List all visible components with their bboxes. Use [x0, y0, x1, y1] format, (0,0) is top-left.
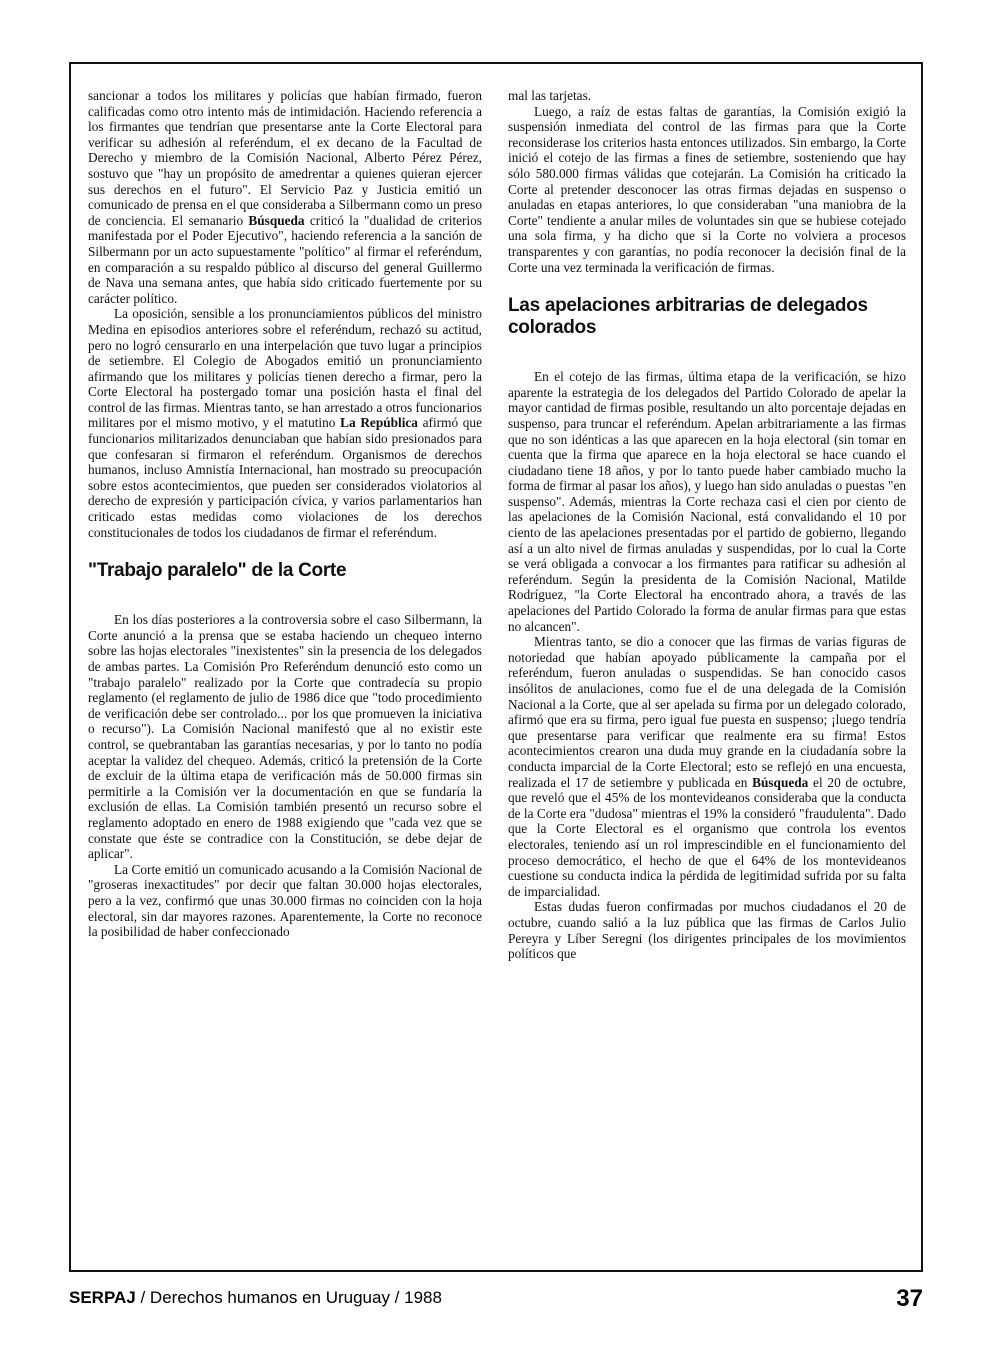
paragraph: mal las tarjetas. — [508, 88, 592, 103]
text-run: Mientras tanto, se dio a conocer que las firmas de varias figuras de notoriedad que habían apoyado públicamente la campaña por el referéndum, fueron anuladas o suspendidas. Se han conocido casos insólitos de anulaciones, como fue el de una delegada de la Comisión Nacional a la Corte, que al ser apelada su firma por un delegado colorado, afirmó que era su firma, pero igual fue puesta en suspenso; ¡luego tendría que presentarse para verificar que realmente era su firma! Estos acontecimientos crearon una duda muy grande en la ciudadanía sobre la conducta imparcial de la Corte Electoral; esto se reflejó en una encuesta, realizada el 17 de setiembre y publicada en — [508, 634, 906, 790]
paragraph — [88, 88, 482, 306]
paragraph — [88, 306, 482, 540]
paragraph: En el cotejo de las firmas, última etapa de la verificación, se hizo aparente la estrategia de los delegados del Partido Colorado de apelar la mayor cantidad de firmas posible, resultando un alto porcentaje dejadas en suspenso, para truncar el referéndum. Apelan arbitrariamente a las firmas que no son idénticas a las que aparecen en la hoja electoral (sin tomar en cuenta que la firma que aparece en la hoja electoral se hace cuando el ciudadano tiene 18 años, y por lo tanto puede haber cambiado mucho la forma de firmar al pasar los años), y luego han sido anuladas o puestas "en suspenso". Además, mientras la Corte rechaza casi el cien por ciento de las apelaciones de la Comisión Nacional, está convalidando el 10 por ciento de las apelaciones presentadas por el partido de gobierno, llegando así a un alto nivel de firmas anuladas y suspendidas, por lo cual la Corte se verá obligada a convocar a los firmantes para ratificar su adhesión al referéndum. Según la presidenta de la Comisión Nacional, Matilde Rodríguez, "la Corte Electoral ha encontrado ahora, a través de las apelaciones del Partido Colorado la forma de anular firmas para que estas no alcancen". — [508, 369, 906, 634]
paragraph — [508, 634, 906, 899]
text-run: criticó la "dualidad de criterios manifestada por el Poder Ejecutivo", haciendo referencia a la sanción de Silbermann por un acto supuestamente "político" al firmar el referéndum, en comparación a su respaldo público al discurso del general Guillermo de Nava una semana antes, que había sido criticado fuertemente por su carácter político. — [88, 212, 482, 306]
publication-name: Búsqueda — [752, 774, 809, 790]
text-run: afirmó que funcionarios militarizados denunciaban que habían sido presionados para que confesaran si firmaron el referéndum. Organismos de derechos humanos, incluso Amnistía Internacional, han mostrado su preocupación sobre estos acontecimientos, que pueden ser considerados violatorios al derecho de expresión y participación cívica, y varios parlamentarios han criticado estas medidas como violaciones de los derechos constitucionales de todos los ciudadanos de firmar el referéndum. — [88, 415, 482, 540]
paragraph: En los días posteriores a la controversia sobre el caso Silbermann, la Corte anunció a la prensa que se estaba haciendo un chequeo interno sobre las hojas electorales "inexistentes" sin la presencia de los delegados de ambas partes. La Comisión Pro Referéndum denunció esto como un "trabajo paralelo" realizado por la Corte que contradecía su propio reglamento (el reglamento de julio de 1986 dice que "todo procedimiento de verificación debe ser controlado... por los que promueven la iniciativa o recurso"). La Comisión Nacional manifestó que al no existir este control, se quebrantaban las garantías necesarias, y por lo tanto no podía aceptar la validez del chequeo. Además, criticó la pretensión de la Corte de excluir de la última etapa de verificación más de 50.000 firmas sin permitirle a la Comisión ver la documentación en que se fundaría la exclusión de ellas. La Comisión también presentó un recurso sobre el reglamento adoptado en enero de 1988 exigiendo que "cada vez que se constate que éste se contradice con la Constitución, se debe dejar de aplicar". — [88, 612, 482, 862]
footer-text: / Derechos humanos en Uruguay / 1988 — [135, 1288, 442, 1307]
paragraph: La Corte emitió un comunicado acusando a la Comisión Nacional de "groseras inexactitudes" por decir que faltan 30.000 hojas electorales, pero a la vez, confirmó que unas 30.000 firmas no coinciden con la hoja electoral, sin dar mayores razones. Aparentemente, la Corte no reconoce la posibilidad de haber confeccionado — [88, 861, 482, 940]
paragraph: Estas dudas fueron confirmadas por muchos ciudadanos el 20 de octubre, cuando salió a la luz pública que las firmas de Carlos Julio Pereyra y Líber Seregni (los dirigentes principales de los movimientos políticos que — [508, 899, 906, 962]
page-footer — [69, 1285, 923, 1315]
text-run: La oposición, sensible a los pronunciamientos públicos del ministro Medina en episodios anteriores sobre el referéndum, rechazó su actitud, pero no logró censurarlo en una interpelación que tuvo lugar a principios de setiembre. El Colegio de Abogados emitió un pronunciamiento afirmando que los militares y policías tienen derecho a firmar, pero la Corte Electoral ha postergado tomar una posición hasta el final del control de las firmas. Mientras tanto, se han arrestado a otros funcionarios militares por el mismo motivo, y el matutino — [88, 306, 482, 431]
publication-name: Búsqueda — [248, 212, 305, 228]
text-run: sancionar a todos los militares y policías que habían firmado, fueron calificadas como otro intento más de intimidación. Haciendo referencia a los firmantes que tendrían que presentarse ante la Corte Electoral para verificar su adhesión al referéndum, el ex decano de la Facultad de Derecho y miembro de la Comisión Nacional, Alberto Pérez Pérez, sostuvo que "hay un propósito de amedrentar a quienes quieran ejercer sus derechos en el futuro". El Servicio Paz y Justicia emitió un comunicado de prensa en el que consideraba a Silbermann como un preso de conciencia. El semanario — [88, 88, 482, 228]
running-footer — [69, 1288, 442, 1308]
text-run: el 20 de octubre, que reveló que el 45% de los montevideanos consideraba que la conducta de la Corte era "dudosa" mientras el 19% la consideró "fraudulenta". Dado que la Corte Electoral es el organismo que controla los eventos electorales, teniendo así un rol imprescindible en el funcionamiento del proceso democrático, el hecho de que el 64% de los montevideanos cuestione su conducta indica la pérdida de legitimidad sufrida por su falta de imparcialidad. — [508, 774, 906, 899]
left-column — [88, 88, 482, 940]
section-heading: "Trabajo paralelo" de la Corte — [88, 560, 347, 582]
right-column — [508, 88, 906, 962]
page-number: 37 — [896, 1285, 923, 1312]
paragraph: Luego, a raíz de estas faltas de garantías, la Comisión exigió la suspensión inmediata del control de las firmas para que la Corte reconsiderase los criterios hasta entonces utilizados. Sin embargo, la Corte inició el cotejo de las firmas a fines de setiembre, sosteniendo que hay sólo 580.000 firmas válidas que cotejarán. La Comisión ha criticado la Corte al pretender desconocer las otras firmas dejadas en suspenso o anuladas en etapas anteriores, lo que consideraban "una maniobra de la Corte" tendiente a anular miles de voluntades sin que se hubiese cotejado una sola firma, y ha dicho que si la Corte no volviera a procesos transparentes y con garantías, no podía reconocer la decisión final de la Corte una vez terminada la verificación de firmas. — [508, 103, 906, 275]
section-heading: Las apelaciones arbitrarias de delegados colorados — [508, 295, 868, 339]
publication-name: La República — [340, 415, 418, 431]
footer-brand: SERPAJ — [69, 1288, 136, 1307]
